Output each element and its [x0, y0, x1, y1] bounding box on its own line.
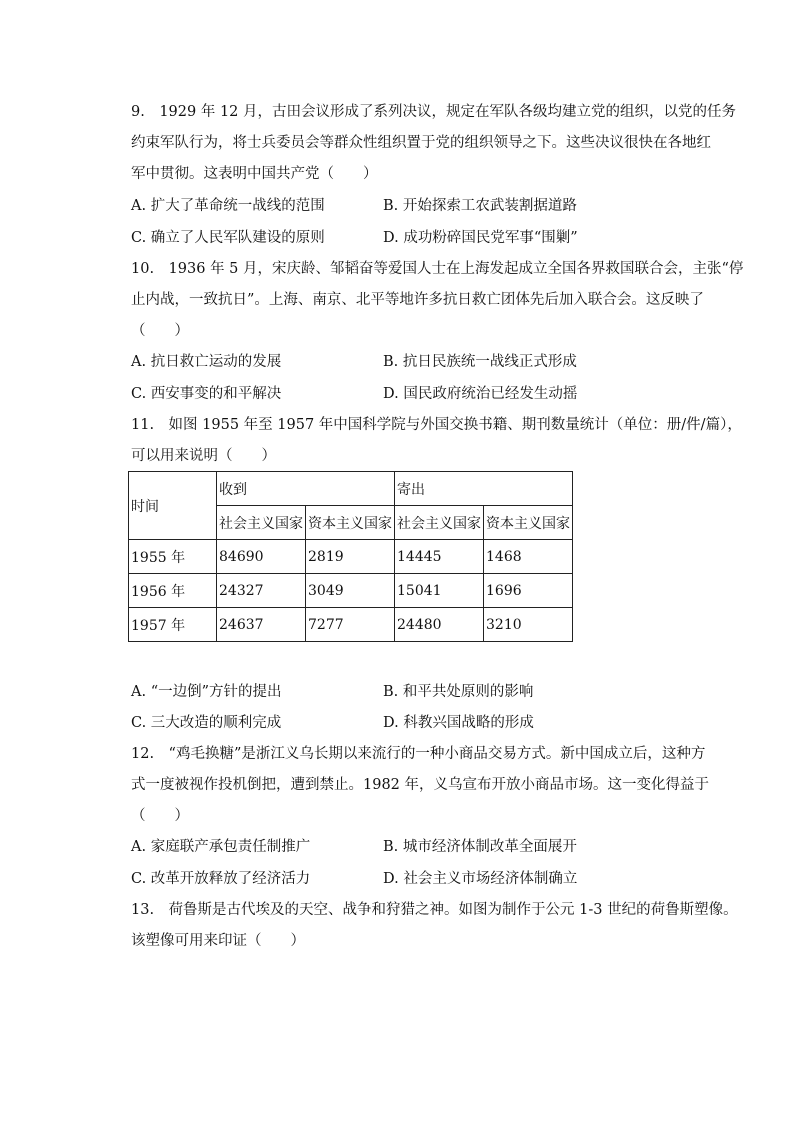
table-header-sent-socialist: 社会主义国家	[395, 506, 484, 540]
table-cell-sent-socialist: 24480	[395, 608, 484, 642]
table-cell-received-socialist: 24327	[217, 574, 306, 608]
table-cell-received-socialist: 84690	[217, 540, 306, 574]
q9-stem-line-3: 军中贯彻。这表明中国共产党（ ）	[131, 166, 378, 182]
table-cell-sent-capitalist: 1696	[484, 574, 573, 608]
table-cell-sent-socialist: 14445	[395, 540, 484, 574]
q12-stem-line-2: 式一度被视作投机倒把，遭到禁止。1982 年，义乌宣布开放小商品市场。这一变化得益于	[131, 777, 710, 793]
q12-option-d: D. 社会主义市场经济体制确立	[383, 871, 578, 887]
table-cell-year: 1956 年	[129, 574, 217, 608]
q9-option-a: A. 扩大了革命统一战线的范围	[131, 198, 325, 214]
q10-option-d: D. 国民政府统治已经发生动摇	[383, 386, 578, 402]
table-row	[129, 608, 573, 642]
table-cell-sent-capitalist: 1468	[484, 540, 573, 574]
q10-option-c: C. 西安事变的和平解决	[131, 386, 282, 402]
q11-option-c: C. 三大改造的顺利完成	[131, 715, 282, 731]
table-header-sent-capitalist: 资本主义国家	[484, 506, 573, 540]
q12-option-c: C. 改革开放释放了经济活力	[131, 871, 311, 887]
table-header-time: 时间	[129, 472, 217, 540]
table-cell-year: 1955 年	[129, 540, 217, 574]
table-row	[129, 540, 573, 574]
q9-stem-line-1: 9. 1929 年 12 月，古田会议形成了系列决议，规定在军队各级均建立党的组织，以党的任务	[131, 104, 737, 120]
q10-stem-line-3: （ ）	[131, 323, 189, 339]
q13-stem-line-2: 该塑像可用来印证（ ）	[131, 933, 305, 949]
table-header-received: 收到	[217, 472, 395, 506]
q11-stem-line-1: 11. 如图 1955 年至 1957 年中国科学院与外国交换书籍、期刊数量统计（单位：册/件/篇），	[131, 417, 742, 433]
q10-stem-line-1: 10. 1936 年 5 月，宋庆龄、邹韬奋等爱国人士在上海发起成立全国各界救国联合会，主张“停	[131, 261, 744, 277]
q13-stem-line-1: 13. 荷鲁斯是古代埃及的天空、战争和狩猎之神。如图为制作于公元 1-3 世纪的荷鲁斯塑像。	[131, 902, 738, 918]
q11-option-d: D. 科教兴国战略的形成	[383, 715, 534, 731]
exchange-statistics-table	[128, 471, 573, 642]
table-row	[129, 574, 573, 608]
q11-option-b: B. 和平共处原则的影响	[383, 684, 534, 700]
q9-stem-line-2: 约束军队行为，将士兵委员会等群众性组织置于党的组织领导之下。这些决议很快在各地红	[131, 135, 711, 151]
q12-option-b: B. 城市经济体制改革全面展开	[383, 839, 577, 855]
q10-stem-line-2: 止内战，一致抗日”。上海、南京、北平等地许多抗日救亡团体先后加入联合会。这反映了	[131, 292, 704, 308]
table-cell-received-socialist: 24637	[217, 608, 306, 642]
q9-option-d: D. 成功粉碎国民党军事“围剿”	[383, 230, 578, 246]
q12-option-a: A. 家庭联产承包责任制推广	[131, 839, 311, 855]
table-cell-year: 1957 年	[129, 608, 217, 642]
table-cell-received-capitalist: 7277	[306, 608, 395, 642]
q11-stem-line-2: 可以用来说明（ ）	[131, 448, 276, 464]
table-cell-received-capitalist: 3049	[306, 574, 395, 608]
q12-stem-line-3: （ ）	[131, 808, 189, 824]
q12-stem-line-1: 12. “鸡毛换糖”是浙江义乌长期以来流行的一种小商品交易方式。新中国成立后，这种方	[131, 746, 706, 762]
q11-option-a: A. “一边倒”方针的提出	[131, 684, 282, 700]
q10-option-b: B. 抗日民族统一战线正式形成	[383, 354, 577, 370]
table-header-sent: 寄出	[395, 472, 573, 506]
table-cell-sent-capitalist: 3210	[484, 608, 573, 642]
table-header-received-capitalist: 资本主义国家	[306, 506, 395, 540]
table-header-row	[129, 472, 573, 506]
table-header-received-socialist: 社会主义国家	[217, 506, 306, 540]
q9-option-c: C. 确立了人民军队建设的原则	[131, 230, 325, 246]
table-cell-sent-socialist: 15041	[395, 574, 484, 608]
q10-option-a: A. 抗日救亡运动的发展	[131, 354, 282, 370]
table-cell-received-capitalist: 2819	[306, 540, 395, 574]
q9-option-b: B. 开始探索工农武装割据道路	[383, 198, 577, 214]
